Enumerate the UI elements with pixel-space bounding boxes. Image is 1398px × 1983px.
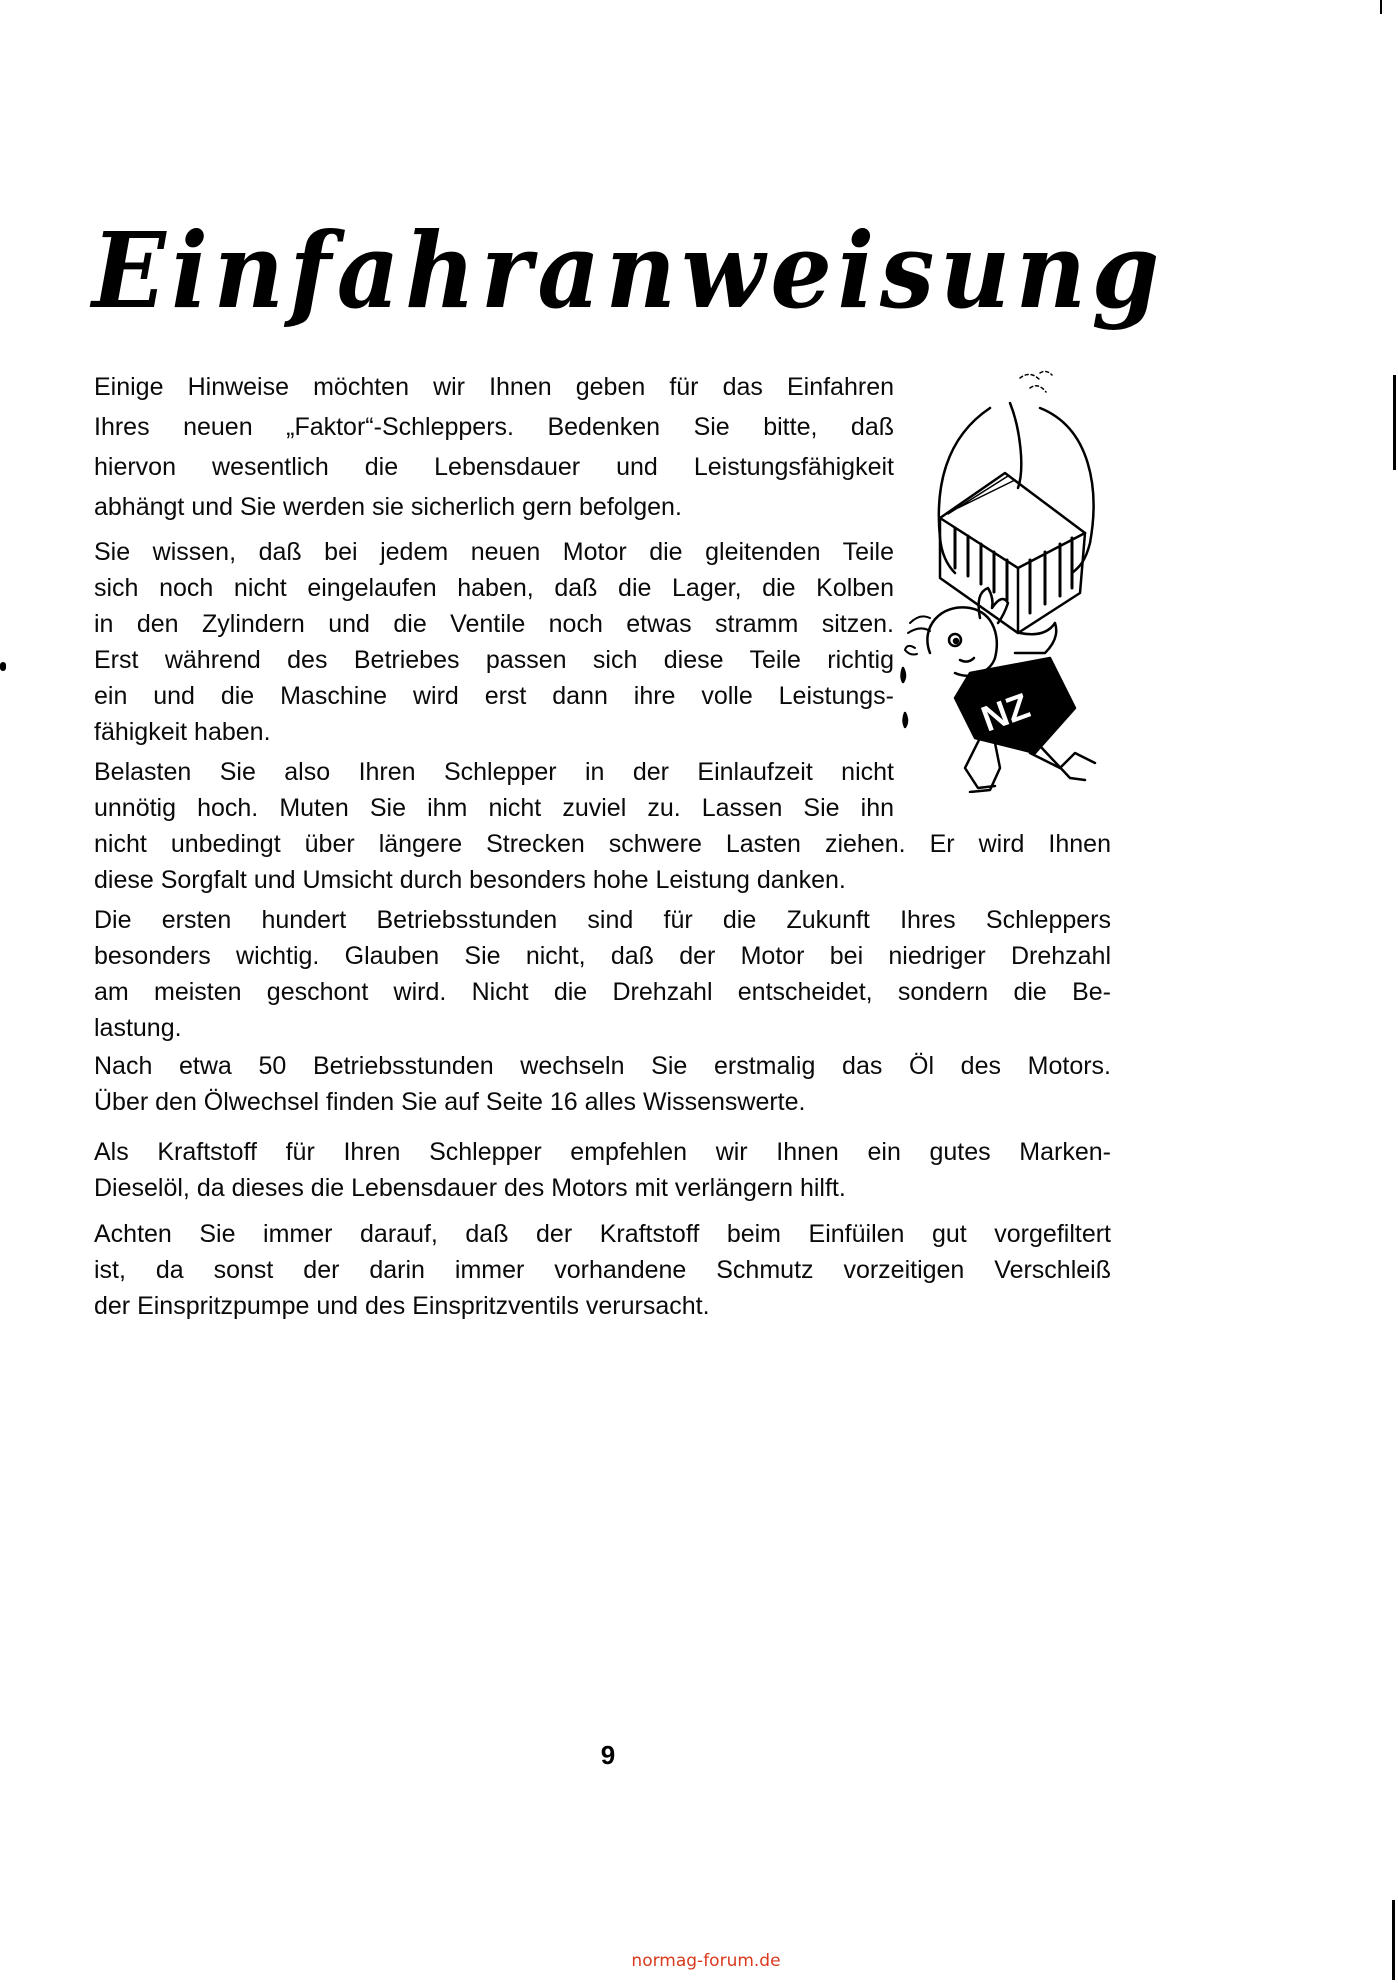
text-line: Als Kraftstoff für Ihren Schlepper empfehlen wir Ihnen ein gutes Marken-: [94, 1138, 1111, 1166]
page-number: 9: [600, 1740, 616, 1770]
text-line: Belasten Sie also Ihren Schlepper in der Einlaufzeit nicht: [94, 758, 894, 786]
scan-mark: [1380, 0, 1382, 14]
text-line: fähigkeit haben.: [94, 718, 271, 746]
text-line: sich noch nicht eingelaufen haben, daß die Lager, die Kolben: [94, 574, 894, 602]
scan-mark: [1392, 1900, 1395, 1980]
text-line: abhängt und Sie werden sie sicherlich gern befolgen.: [94, 493, 682, 521]
text-line: besonders wichtig. Glauben Sie nicht, daß der Motor bei niedriger Drehzahl: [94, 942, 1111, 970]
text-line: Die ersten hundert Betriebsstunden sind für die Zukunft Ihres Schleppers: [94, 906, 1111, 934]
text-line: Dieselöl, da dieses die Lebensdauer des Motors mit verlängern hilft.: [94, 1174, 846, 1202]
text-line: in den Zylindern und die Ventile noch etwas stramm sitzen.: [94, 610, 894, 638]
text-line: ist, da sonst der darin immer vorhandene Schmutz vorzeitigen Verschleiß: [94, 1256, 1111, 1284]
text-line: nicht unbedingt über längere Strecken schwere Lasten ziehen. Er wird Ihnen: [94, 830, 1111, 858]
page-title: Einfahranweisung: [92, 209, 1165, 332]
text-line: hiervon wesentlich die Lebensdauer und Leistungsfähigkeit: [94, 453, 894, 481]
text-line: Erst während des Betriebes passen sich diese Teile richtig: [94, 646, 894, 674]
text-line: Achten Sie immer darauf, daß der Kraftstoff beim Einfüilen gut vorgefiltert: [94, 1220, 1111, 1248]
text-line: Nach etwa 50 Betriebsstunden wechseln Sie erstmalig das Öl des Motors.: [94, 1052, 1111, 1080]
watermark-link[interactable]: normag-forum.de: [631, 1951, 781, 1971]
text-line: diese Sorgfalt und Umsicht durch besonders hohe Leistung danken.: [94, 866, 846, 894]
scan-mark: [1393, 375, 1396, 470]
text-line: der Einspritzpumpe und des Einspritzventils verursacht.: [94, 1292, 710, 1320]
text-line: lastung.: [94, 1014, 182, 1042]
text-line: Ihres neuen „Faktor“-Schleppers. Bedenken Sie bitte, daß: [94, 413, 894, 441]
shirt-lettering: NZ: [975, 684, 1035, 740]
text-line: Sie wissen, daß bei jedem neuen Motor die gleitenden Teile: [94, 538, 894, 566]
text-line: unnötig hoch. Muten Sie ihm nicht zuviel zu. Lassen Sie ihn: [94, 794, 894, 822]
text-line: ein und die Maschine wird erst dann ihre volle Leistungs-: [94, 682, 894, 710]
man-carrying-engine-illustration: [900, 368, 1125, 793]
scan-mark: [0, 662, 6, 671]
text-line: Einige Hinweise möchten wir Ihnen geben für das Einfahren: [94, 373, 894, 401]
text-line: Über den Ölwechsel finden Sie auf Seite 16 alles Wissenswerte.: [94, 1088, 806, 1116]
text-line: am meisten geschont wird. Nicht die Drehzahl entscheidet, sondern die Be-: [94, 978, 1111, 1006]
